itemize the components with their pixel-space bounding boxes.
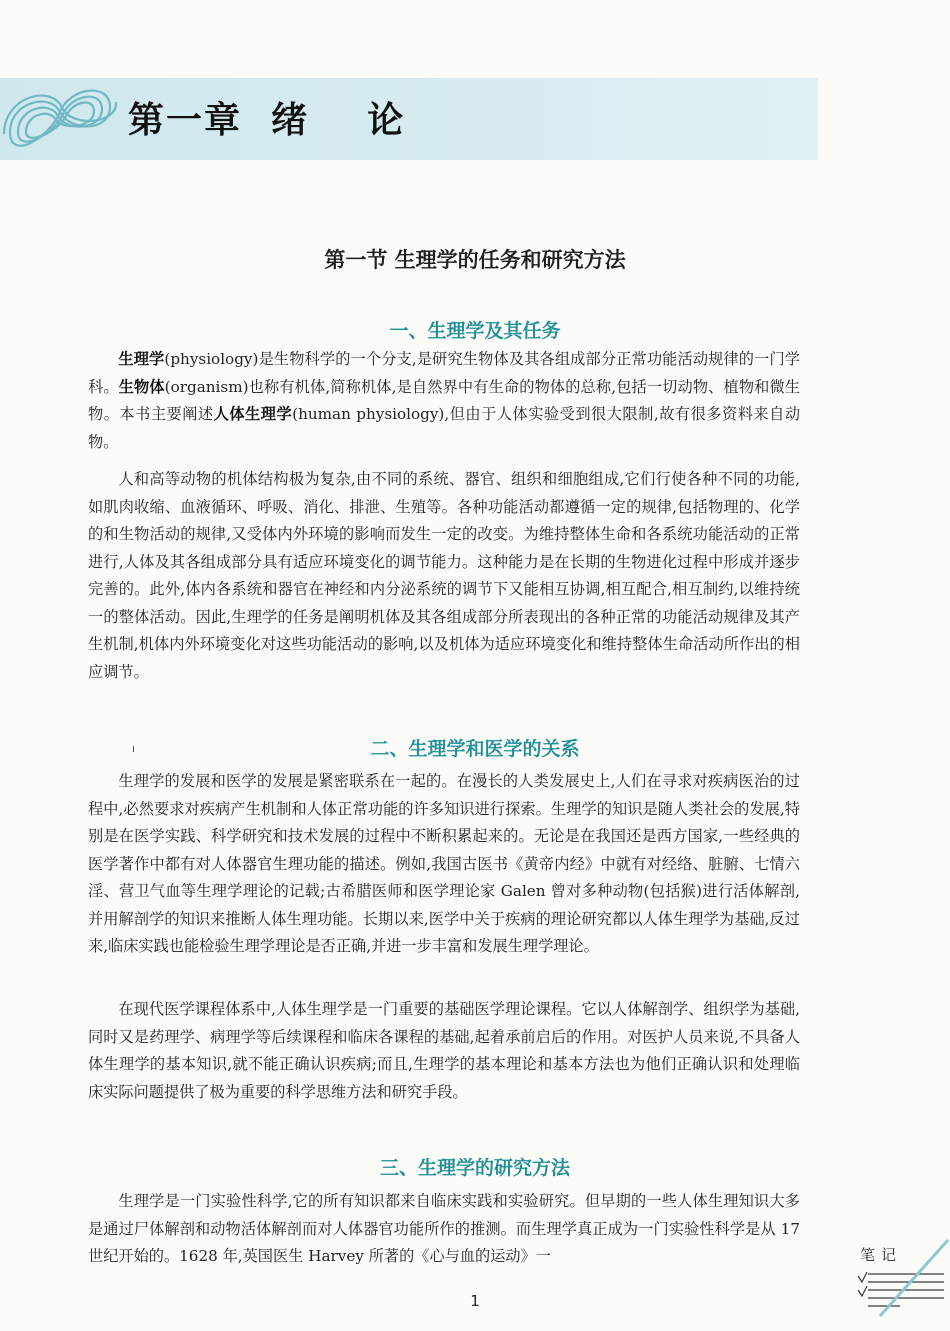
notes-margin-label: 笔记 [860,1246,903,1264]
heading-research-methods: 三、生理学的研究方法 [379,1157,570,1179]
paragraph-experimental-science: 生理学是一门实验性科学,它的所有知识都来自临床实践和实验研究。但早期的一些人体生理知识大多是通过尸体解剖和动物活体解剖而对人体器官功能所作的推测。而生理学真正成为一门实验性科学是从 17 世纪开始的。1628 年,英国医生 Harvey 所著的《心与血的运动》一 [88,1192,800,1265]
heading-physiology-tasks: 一、生理学及其任务 [389,320,561,342]
section-title: 第一节 生理学的任务和研究方法 [324,247,626,272]
term-organism: 生物体 [118,377,165,396]
paragraph-body-functions: 人和高等动物的机体结构极为复杂,由不同的系统、器官、组织和细胞组成,它们行使各种不同的功能,如肌肉收缩、血液循环、呼吸、消化、排泄、生殖等。各种功能活动都遵循一定的规律,包括物理的、化学的和生物活动的规律,又受体内外环境的影响而发生一定的改变。为维持整体生命和各系统功能活动的正常进行,人体及其各组成部分具有适应环境变化的调节能力。这种能力是在长期的生物进化过程中形成并逐步完善的。此外,体内各系统和器官在神经和内分泌系统的调节下又能相互协调,相互配合,相互制约,以维持统一的整体活动。因此,生理学的任务是阐明机体及其各组成部分所表现出的各种正常的功能活动规律及其产生机制,机体内外环境变化对这些功能活动的影响,以及机体为适应环境变化和维持整体生命活动所作出的相应调节。 [88,470,800,681]
chapter-banner [0,78,818,160]
paragraph-definition: 生理学(physiology)是生物科学的一个分支,是研究生物体及其各组成部分正常功能活动规律的一门学科。生物体(organism)也称有机体,简称机体,是自然界中有生命的物体的总称,包括一切动物、植物和微生物。本书主要阐述人体生理学(human physiology),但由于人体实验受到很大限制,故有很多资料来自动物。 [88,350,801,451]
page-number: 1 [470,1292,480,1310]
chapter-title: 第一章 绪 论 [128,99,406,141]
paragraph-curriculum: 在现代医学课程体系中,人体生理学是一门重要的基础医学理论课程。它以人体解剖学、组织学为基础,同时又是药理学、病理学等后续课程和临床各课程的基础,起着承前启后的作用。对医护人员来说,不具备人体生理学的基本知识,就不能正确认识疾病;而且,生理学的基本理论和基本方法也为他们正确认识和处理临床实际问题提供了极为重要的科学思维方法和研究手段。 [88,1000,800,1101]
term-human-physiology: 人体生理学 [213,405,293,423]
term-physiology: 生理学 [118,350,165,368]
chapter-logo-icon [0,72,120,167]
paragraph-history: 生理学的发展和医学的发展是紧密联系在一起的。在漫长的人类发展史上,人们在寻求对疾病医治的过程中,必然要求对疾病产生机制和人体正常功能的许多知识进行探索。生理学的知识是随人类社会的发展,特别是在医学实践、科学研究和技术发展的过程中不断积累起来的。无论是在我国还是西方国家,一些经典的医学著作中都有对人体器官生理功能的描述。例如,我国古医书《黄帝内经》中就有对经络、脏腑、七情六淫、营卫气血等生理学理论的记载;古希腊医师和医学理论家 Galen 曾对多种动物(包括猴)进行活体解剖,并用解剖学的知识来推断人体生理功能。长期以来,医学中关于疾病的理论研究都以人体生理学为基础,反过来,临床实践也能检验生理学理论是否正确,并进一步丰富和发展生理学理论。 [88,772,800,955]
heading-physiology-medicine: 二、生理学和医学的关系 [370,738,580,760]
